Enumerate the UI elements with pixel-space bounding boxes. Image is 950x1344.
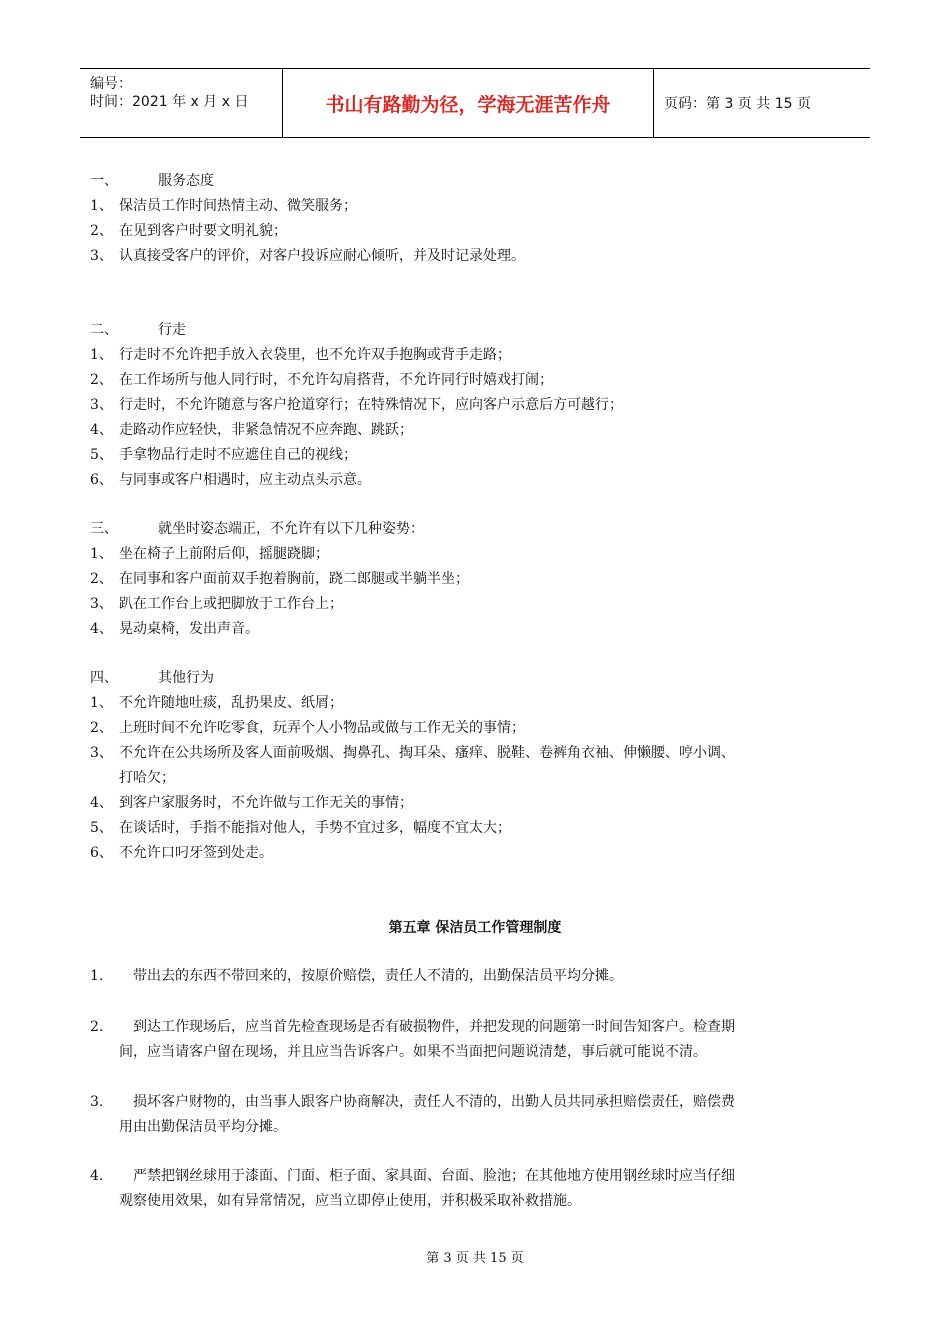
section-heading	[90, 669, 214, 687]
section-number: 二、	[90, 322, 118, 338]
header-motto: 书山有路勤为径，学海无涯苦作舟	[283, 69, 654, 137]
section-title: 其他行为	[158, 670, 214, 686]
section-heading	[90, 321, 186, 339]
list-item: 4、 晃动桌椅，发出声音。	[90, 621, 259, 637]
list-item: 2、 上班时间不允许吃零食，玩弄个人小物品或做与工作无关的事情；	[90, 720, 525, 736]
rule-text-continuation: 观察使用效果，如有异常情况，应当立即停止使用，并积极采取补救措施。	[119, 1193, 581, 1209]
rule-number: 2.	[90, 1019, 104, 1035]
rule-number: 4.	[90, 1168, 104, 1184]
list-item: 5、 在谈话时，手指不能指对他人，手势不宜过多，幅度不宜太大；	[90, 820, 511, 836]
list-item: 1、 保洁员工作时间热情主动、微笑服务；	[90, 198, 357, 214]
page-header	[80, 68, 870, 138]
page-footer: 第 3 页 共 15 页	[426, 1251, 524, 1266]
rule-text: 严禁把钢丝球用于漆面、门面、柜子面、家具面、台面、脸池；在其他地方使用钢丝球时应当仔细	[133, 1168, 735, 1184]
list-item: 3、 趴在工作台上或把脚放于工作台上；	[90, 596, 343, 612]
section-title: 就坐时姿态端正，不允许有以下几种姿势：	[158, 521, 424, 537]
rule-text: 带出去的东西不带回来的，按原价赔偿，责任人不清的，出勤保洁员平均分摊。	[133, 968, 623, 984]
list-item: 5、 手拿物品行走时不应遮住自己的视线；	[90, 447, 357, 463]
rule-text: 损坏客户财物的，由当事人跟客户协商解决，责任人不清的，出勤人员共同承担赔偿责任，赔偿费	[133, 1094, 735, 1110]
list-item: 1、 行走时不允许把手放入衣袋里，也不允许双手抱胸或背手走路；	[90, 347, 511, 363]
list-item: 3、 行走时，不允许随意与客户抢道穿行；在特殊情况下，应向客户示意后方可越行；	[90, 397, 623, 413]
list-item: 1、 不允许随地吐痰，乱扔果皮、纸屑；	[90, 695, 343, 711]
list-item: 2、 在同事和客户面前双手抱着胸前，跷二郎腿或半躺半坐；	[90, 571, 469, 587]
section-heading	[90, 172, 214, 190]
list-item: 3、 不允许在公共场所及客人面前吸烟、掏鼻孔、掏耳朵、瘙痒、脱鞋、卷裤角衣袖、伸懒腰、哼小调、	[90, 745, 735, 761]
rule-text: 到达工作现场后，应当首先检查现场是否有破损物件，并把发现的问题第一时间告知客户。检查期	[133, 1019, 735, 1035]
section-title: 服务态度	[158, 173, 214, 189]
document-number-label: 编号：	[90, 76, 132, 92]
list-item: 4、 到客户家服务时，不允许做与工作无关的事情；	[90, 795, 413, 811]
section-heading	[90, 520, 424, 538]
rule-number: 3.	[90, 1094, 104, 1110]
section-number: 三、	[90, 521, 118, 537]
list-item: 6、 与同事或客户相遇时，应主动点头示意。	[90, 472, 371, 488]
chapter-title: 第五章 保洁员工作管理制度	[388, 920, 562, 936]
section-number: 一、	[90, 173, 118, 189]
list-item: 2、 在工作场所与他人同行时，不允许勾肩搭背，不允许同行时嬉戏打闹；	[90, 372, 553, 388]
list-item-continuation: 打哈欠；	[119, 770, 175, 786]
section-title: 行走	[158, 322, 186, 338]
rule-number: 1.	[90, 968, 104, 984]
header-meta-cell	[80, 69, 283, 137]
list-item: 2、 在见到客户时要文明礼貌；	[90, 223, 287, 239]
list-item: 3、 认真接受客户的评价，对客户投诉应耐心倾听，并及时记录处理。	[90, 248, 525, 264]
list-item: 1、 坐在椅子上前附后仰，摇腿跷脚；	[90, 546, 329, 562]
header-page-label: 页码：第 3 页 共 15 页	[664, 96, 811, 112]
list-item: 4、 走路动作应轻快，非紧急情况不应奔跑、跳跃；	[90, 422, 413, 438]
list-item: 6、 不允许口叼牙签到处走。	[90, 845, 273, 861]
document-date-label: 时间：2021 年 x 月 x 日	[90, 94, 249, 110]
rule-text-continuation: 用由出勤保洁员平均分摊。	[119, 1119, 287, 1135]
section-number: 四、	[90, 670, 118, 686]
rule-text-continuation: 间，应当请客户留在现场，并且应当告诉客户。如果不当面把问题说清楚，事后就可能说不清。	[119, 1044, 707, 1060]
